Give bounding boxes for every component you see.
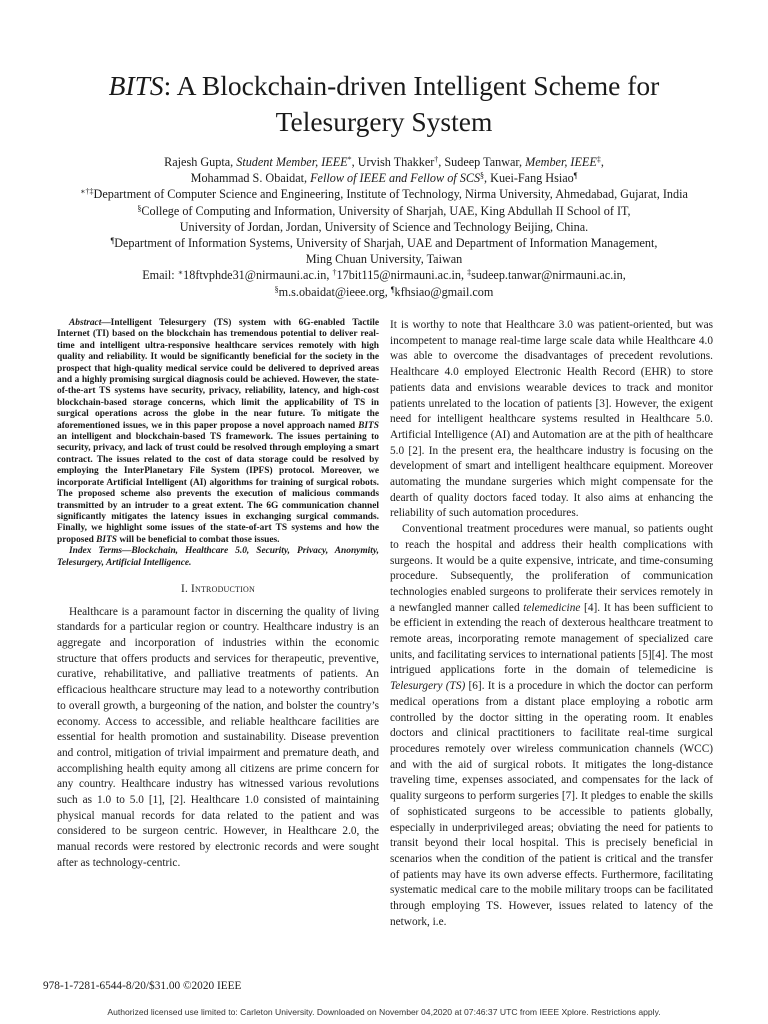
email-link[interactable]: 17bit115@nirmauni.ac.in,	[336, 268, 468, 283]
author-block	[20, 154, 748, 300]
affiliation-3b: Ming Chuan University, Taiwan	[305, 252, 463, 267]
affiliation-2: §College of Computing and Information, University of Sharjah, UAE, King Abdullah II School of IT,	[137, 203, 631, 218]
abstract: Abstract—Intelligent Telesurgery (TS) system with 6G-enabled Tactile Internet (TI) based on the blockchain has tremendous potential to deliver real-time and intelligent ultra-responsive healthcare services remotely with high quality and reliability. It would be significantly beneficial for the society in the prospect that high-quality medical service could be delivered to deprived areas and a highly promising surgical diagnosis could be achieved. However, the state-of-the-art TS systems have security, privacy, reliability, latency, and high-cost blockchain-based storage concerns, which limit the applicability of TS in surgical operations across the globe in the near future. To mitigate the aforementioned issues, we in this paper propose a novel approach named BITS an intelligent and blockchain-based TS framework. The issues pertaining to security, privacy, and lack of trust could be resolved through employing a smart contract. The issues related to the cost of data storage could be resolved by employing the InterPlanetary File System (IPFS) protocol. Moreover, we incorporate Artificial Intelligent (AI) algorithms for training of surgical robots. The proposed scheme also prevents the execution of malicious commands transmitted by an intruder to a great extent. The 6G communication channel significantly mitigates the latency issues in exchanging surgical commands. Finally, we highlight some issues of the state-of-art TS systems and how the proposed BITS will be beneficial to combat those issues.	[57, 318, 379, 545]
section-heading: I. Introduction	[181, 582, 255, 595]
right-column	[390, 318, 713, 930]
authors-line2: Mohammad S. Obaidat, Fellow of IEEE and Fellow of SCS§, Kuei-Fang Hsiao¶	[190, 171, 578, 186]
email-link[interactable]: 18ftvphde31@nirmauni.ac.in,	[183, 268, 333, 283]
footer-license: Authorized licensed use limited to: Carleton University. Downloaded on November 04,2020 at 07:46:37 UTC from IEEE Xplore. Restrictions apply.	[107, 1007, 661, 1017]
body-paragraph-2: Conventional treatment procedures were manual, so patients ought to reach the hospital and address their health complications with surgeons. It would be a quite expensive, intricate, and time-consuming procedure. Subsequently, the proliferation of communication technologies enabled surgeons to proliferate their services remotely in a newfangled manner called telemedicine [4]. It has been sufficient to be efficient in extending the reach of dexterous healthcare treatment to remote areas, incorporating remote management of specialized care units, and facilitating services to international patients [5][4]. The most intrigued applications forte in the domain of telemedicine is Telesurgery (TS) [6]. It is a procedure in which the doctor can perform medical operations from a distant place employing a robotic arm controlled by the doctor sitting in the operating room. It enables doctors and clinical practitioners to facilitate real-time surgical procedures remotely over wireless communication channels (WCC) and with the aid of surgical robots. It mitigates the long-distance traveling time, expenses associated, and compensates for the lack of quality surgeons to perform surgeries [7]. It pledges to enable the skills of sophisticated surgeons to be accessible to patients globally, especially in underprivileged areas; obviating the need for patients to transit beyond their local hospital. This is precisely beneficial in scenarios when the condition of the patient is critical and the transfer of patients may have its own adverse effects. Furthermore, facilitating systematic medical care to the mobile military troops can be facilitated through employing TS. However, issues related to latency of the network, i.e.	[390, 523, 713, 928]
left-column	[57, 318, 379, 872]
affiliation-1: ∗†‡Department of Computer Science and Engineering, Institute of Technology, Nirma University, Ahmedabad, Gujarat, India	[80, 187, 688, 202]
email-line2: §m.s.obaidat@ieee.org, ¶kfhsiao@gmail.com	[274, 284, 494, 299]
email-link[interactable]: sudeep.tanwar@nirmauni.ac.in,	[471, 268, 626, 283]
email-line1: Email: ∗18ftvphde31@nirmauni.ac.in, †17bit115@nirmauni.ac.in, ‡sudeep.tanwar@nirmauni.ac.in,	[142, 268, 626, 283]
email-link[interactable]: m.s.obaidat@ieee.org,	[278, 284, 391, 299]
email-link[interactable]: kfhsiao@gmail.com	[394, 284, 494, 299]
paper-title	[40, 68, 728, 140]
body-paragraph-1: It is worthy to note that Healthcare 3.0 was patient-oriented, but was incompetent to manage real-time large scale data while Healthcare 4.0 was able to overcome the disadvantages of precedent revolutions. Healthcare 4.0 employed Electronic Health Record (EHR) to store patients data and envisions wearable devices to track and monitor patients unrelated to the location of patients [3]. However, the exigent need for intelligent healthcare systems resulted in Healthcare 5.0. Artificial Intelligence (AI) and Automation are at the pith of healthcare 5.0 [2]. In the present era, the healthcare industry is focusing on the development of smart and intelligent healthcare equipment. Moreover automating the mundane surgeries which might compensate for the dearth of quality doctors faced today. It also aims at enhancing the reliability of such automation procedures.	[390, 319, 713, 520]
intro-paragraph: Healthcare is a paramount factor in discerning the quality of living standards for a particular region or country. Healthcare industry is an aggregate and incorporation of industries within the economic structure that offers products and services for therapeutic, preventive, curative, rehabilitative, and palliative treatments of patients. An efficacious healthcare structure may lead to a noteworthy contribution to overall growth, a burgeoning of the nation, and bolster the country’s economy. Access to accessible, and reliable healthcare facilities are essential for health promotion and sustainability. Disease prevention and control, mitigation of trivial impairment and premature death, and accomplishing health equity among all citizens are prime concern for any country. Healthcare industry has witnessed various revolutions such as 1.0 to 5.0 [1], [2]. Healthcare 1.0 consisted of maintaining physical manual records for data related to the patient and was considered to be surgeon centric. However, in Healthcare 2.0, the manual records were restored by electronic records and were sought after as technology-centric.	[57, 605, 379, 869]
title-bits: BITS	[108, 70, 164, 101]
title-line2: Telesurgery System	[275, 106, 493, 137]
affiliation-3: ¶Department of Information Systems, University of Sharjah, UAE and Department of Information Management,	[110, 236, 658, 251]
authors-line1: Rajesh Gupta, Student Member, IEEE*, Urvish Thakker†, Sudeep Tanwar, Member, IEEE‡,	[164, 155, 604, 169]
index-terms: Index Terms—Blockchain, Healthcare 5.0, Security, Privacy, Anonymity, Telesurgery, Artificial Intelligence.	[57, 546, 379, 568]
affiliation-2b: University of Jordan, Jordan, University of Science and Technology Beijing, China.	[179, 219, 589, 234]
footer-isbn: 978-1-7281-6544-8/20/$31.00 ©2020 IEEE	[43, 980, 242, 992]
title-line1: : A Blockchain-driven Intelligent Scheme for	[163, 70, 660, 101]
